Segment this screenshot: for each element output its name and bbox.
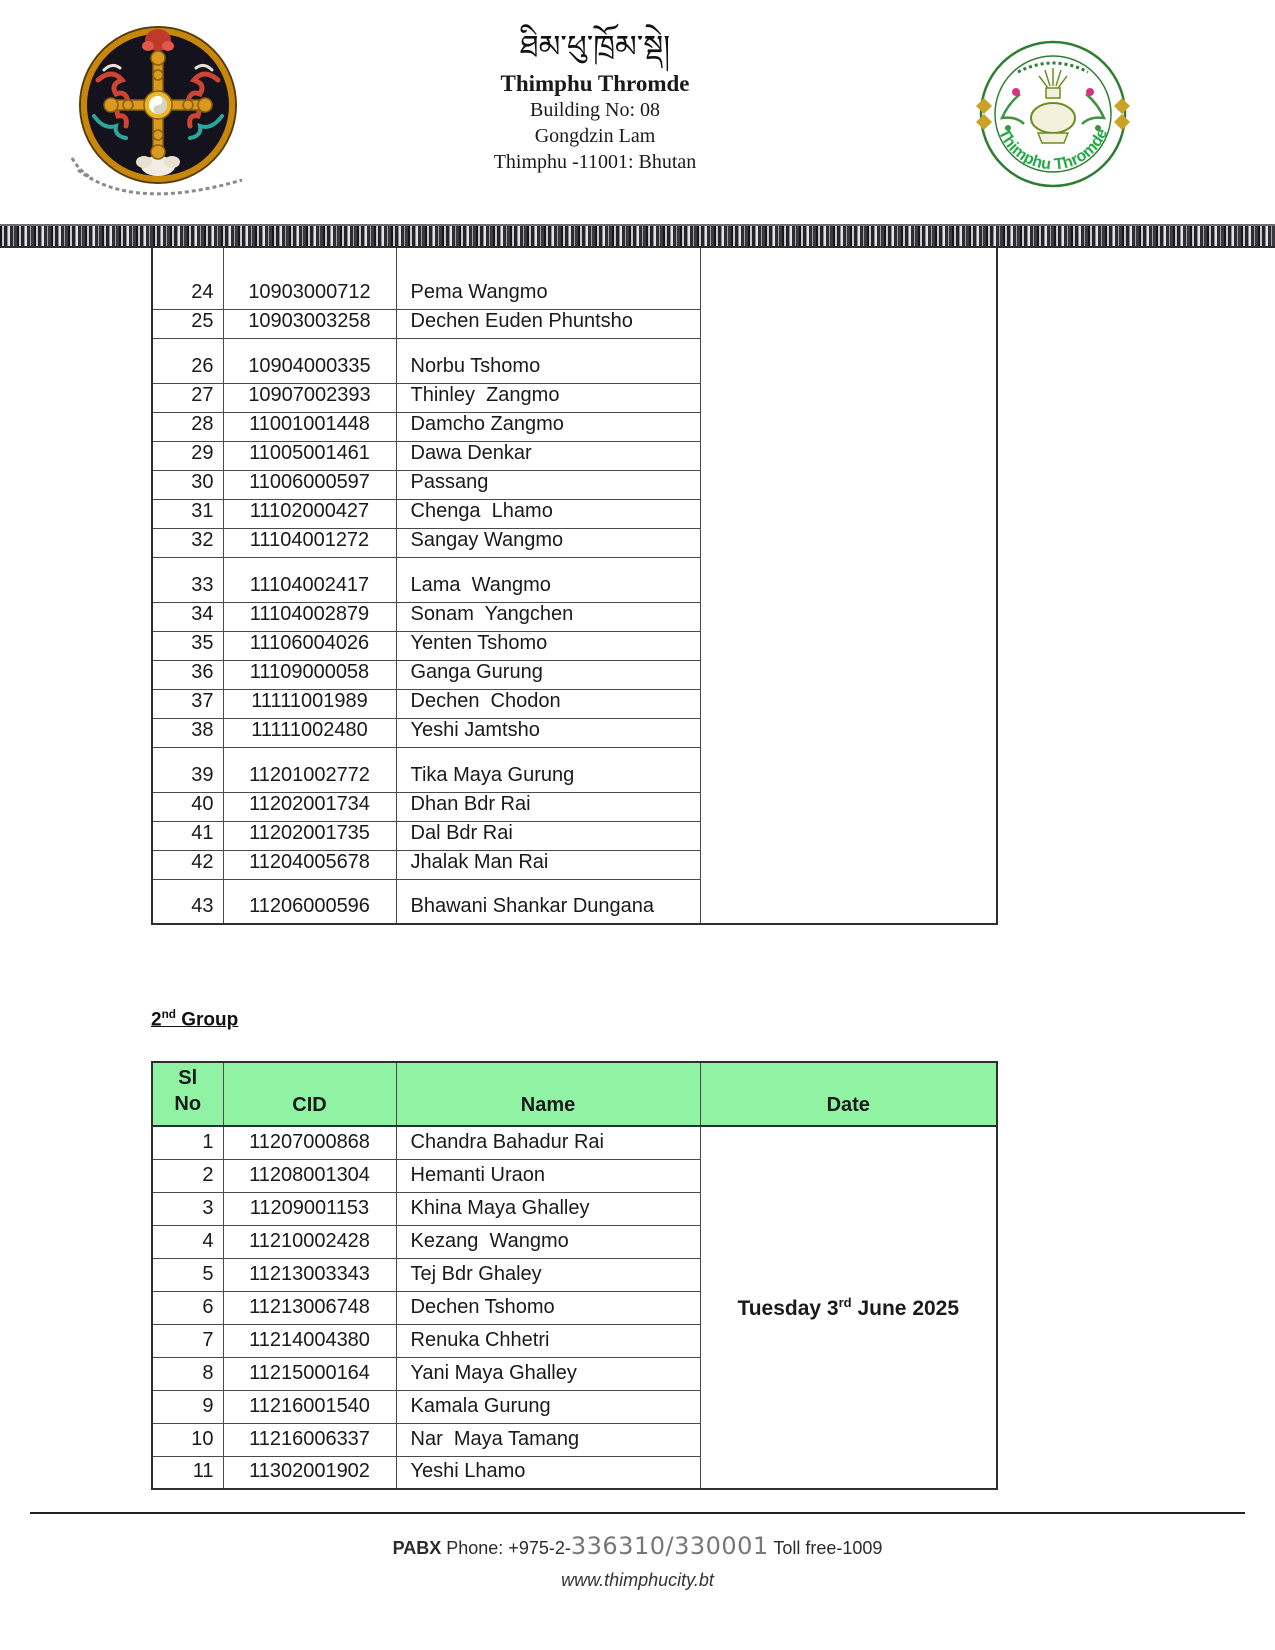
name-cell: Renuka Chhetri [396,1324,700,1357]
cid-cell: 11202001735 [223,821,396,850]
group1-table [151,246,998,925]
cid-cell: 11104002417 [223,557,396,602]
sl-cell: 33 [152,557,223,602]
sl-cell: 28 [152,412,223,441]
cid-cell: 11005001461 [223,441,396,470]
org-name: Thimphu Thromde [500,70,690,96]
sl-cell: 10 [152,1423,223,1456]
address-line-3: Thimphu -11001: Bhutan [493,150,697,173]
header-date: Date [700,1062,997,1126]
group1-table-wrap [151,246,996,925]
name-cell: Norbu Tshomo [396,338,700,383]
phone-numbers: 336310/330001 [570,1532,769,1560]
sl-cell: 24 [152,247,223,309]
sl-cell: 27 [152,383,223,412]
cid-cell: 11302001902 [223,1456,396,1489]
header-cid: CID [223,1062,396,1126]
address-line-2: Gongdzin Lam [534,124,656,147]
cid-cell: 11206000596 [223,879,396,924]
tibetan-title: ཐིམ་ཕུ་ཁྲོམ་སྡེ། [519,29,671,64]
date-cell [700,1126,997,1489]
sl-cell: 9 [152,1390,223,1423]
sl-cell: 1 [152,1126,223,1159]
cid-cell: 11215000164 [223,1357,396,1390]
name-cell: Yeshi Lhamo [396,1456,700,1489]
name-cell: Yeshi Jamtsho [396,718,700,747]
footer-website: www.thimphucity.bt [561,1570,714,1590]
name-cell: Hemanti Uraon [396,1159,700,1192]
cid-cell: 11216006337 [223,1423,396,1456]
heading-rest: Group [175,1009,239,1031]
sl-cell: 30 [152,470,223,499]
name-cell: Nar Maya Tamang [396,1423,700,1456]
sl-cell: 41 [152,821,223,850]
name-cell: Sonam Yangchen [396,602,700,631]
sl-cell: 2 [152,1159,223,1192]
table-row [152,247,997,309]
bhutan-national-emblem [70,20,250,215]
cid-cell: 11202001734 [223,792,396,821]
cid-cell: 11207000868 [223,1126,396,1159]
group2-table-wrap [151,1061,996,1490]
name-cell: Dawa Denkar [396,441,700,470]
sl-cell: 6 [152,1291,223,1324]
thimphu-thromde-seal [960,30,1145,210]
cid-cell: 11006000597 [223,470,396,499]
cid-cell: 11104002879 [223,602,396,631]
name-cell: Ganga Gurung [396,660,700,689]
sl-cell: 36 [152,660,223,689]
cid-cell: 10907002393 [223,383,396,412]
toll-free: Toll free-1009 [768,1538,883,1558]
footer-divider [30,1512,1245,1514]
group2-heading [151,1008,238,1031]
sl-cell: 31 [152,499,223,528]
name-cell: Dal Bdr Rai [396,821,700,850]
date-base: Tuesday 3 [737,1296,839,1320]
heading-base: 2 [151,1009,162,1031]
pabx-label: PABX [392,1538,442,1558]
sl-cell: 5 [152,1258,223,1291]
name-cell: Pema Wangmo [396,247,700,309]
date-cell-empty [700,247,997,924]
cid-cell: 11109000058 [223,660,396,689]
cid-cell: 11210002428 [223,1225,396,1258]
cid-cell: 11216001540 [223,1390,396,1423]
date-rest: June 2025 [851,1296,960,1320]
name-cell: Dechen Euden Phuntsho [396,309,700,338]
cid-cell: 11208001304 [223,1159,396,1192]
sl-cell: 43 [152,879,223,924]
sl-cell: 29 [152,441,223,470]
name-cell: Khina Maya Ghalley [396,1192,700,1225]
name-cell: Thinley Zangmo [396,383,700,412]
sl-cell: 35 [152,631,223,660]
name-cell: Tej Bdr Ghaley [396,1258,700,1291]
sl-cell: 38 [152,718,223,747]
cid-cell: 11111002480 [223,718,396,747]
name-cell: Damcho Zangmo [396,412,700,441]
name-cell: Jhalak Man Rai [396,850,700,879]
table-row [152,1126,997,1159]
sl-cell: 8 [152,1357,223,1390]
sl-cell: 7 [152,1324,223,1357]
name-cell: Dechen Tshomo [396,1291,700,1324]
seal-curved-text: Thimphu Thromde [994,126,1112,174]
header-name: Name [396,1062,700,1126]
cid-cell: 11214004380 [223,1324,396,1357]
sl-cell: 4 [152,1225,223,1258]
name-cell: Kamala Gurung [396,1390,700,1423]
cid-cell: 10904000335 [223,338,396,383]
sl-cell: 37 [152,689,223,718]
sl-cell: 39 [152,747,223,792]
name-cell: Yenten Tshomo [396,631,700,660]
cid-cell: 11104001272 [223,528,396,557]
cid-cell: 11001001448 [223,412,396,441]
sl-cell: 3 [152,1192,223,1225]
sl-cell: 25 [152,309,223,338]
name-cell: Tika Maya Gurung [396,747,700,792]
address-line-1: Building No: 08 [529,98,660,121]
letterhead [385,26,805,175]
name-cell: Passang [396,470,700,499]
decorative-meander-band [0,224,1275,248]
cid-cell: 11204005678 [223,850,396,879]
cid-cell: 11209001153 [223,1192,396,1225]
name-cell: Dhan Bdr Rai [396,792,700,821]
name-cell: Lama Wangmo [396,557,700,602]
cid-cell: 11102000427 [223,499,396,528]
cid-cell: 11213003343 [223,1258,396,1291]
sl-cell: 40 [152,792,223,821]
header-row [152,1062,997,1126]
cid-cell: 10903003258 [223,309,396,338]
name-cell: Dechen Chodon [396,689,700,718]
phone-prefix: Phone: +975-2- [441,1538,571,1558]
name-cell: Bhawani Shankar Dungana [396,879,700,924]
sl-cell: 42 [152,850,223,879]
sl-cell: 34 [152,602,223,631]
header-sl-no: Sl No [152,1062,223,1126]
cid-cell: 11111001989 [223,689,396,718]
sl-cell: 32 [152,528,223,557]
cid-cell: 11201002772 [223,747,396,792]
cid-cell: 11106004026 [223,631,396,660]
date-ordinal: rd [838,1294,852,1310]
name-cell: Chenga Lhamo [396,499,700,528]
heading-ordinal: nd [161,1008,176,1021]
cid-cell: 10903000712 [223,247,396,309]
sl-cell: 26 [152,338,223,383]
name-cell: Yani Maya Ghalley [396,1357,700,1390]
cid-cell: 11213006748 [223,1291,396,1324]
name-cell: Sangay Wangmo [396,528,700,557]
sl-cell: 11 [152,1456,223,1489]
group2-table [151,1061,998,1490]
name-cell: Chandra Bahadur Rai [396,1126,700,1159]
footer-contact [0,1532,1275,1560]
name-cell: Kezang Wangmo [396,1225,700,1258]
